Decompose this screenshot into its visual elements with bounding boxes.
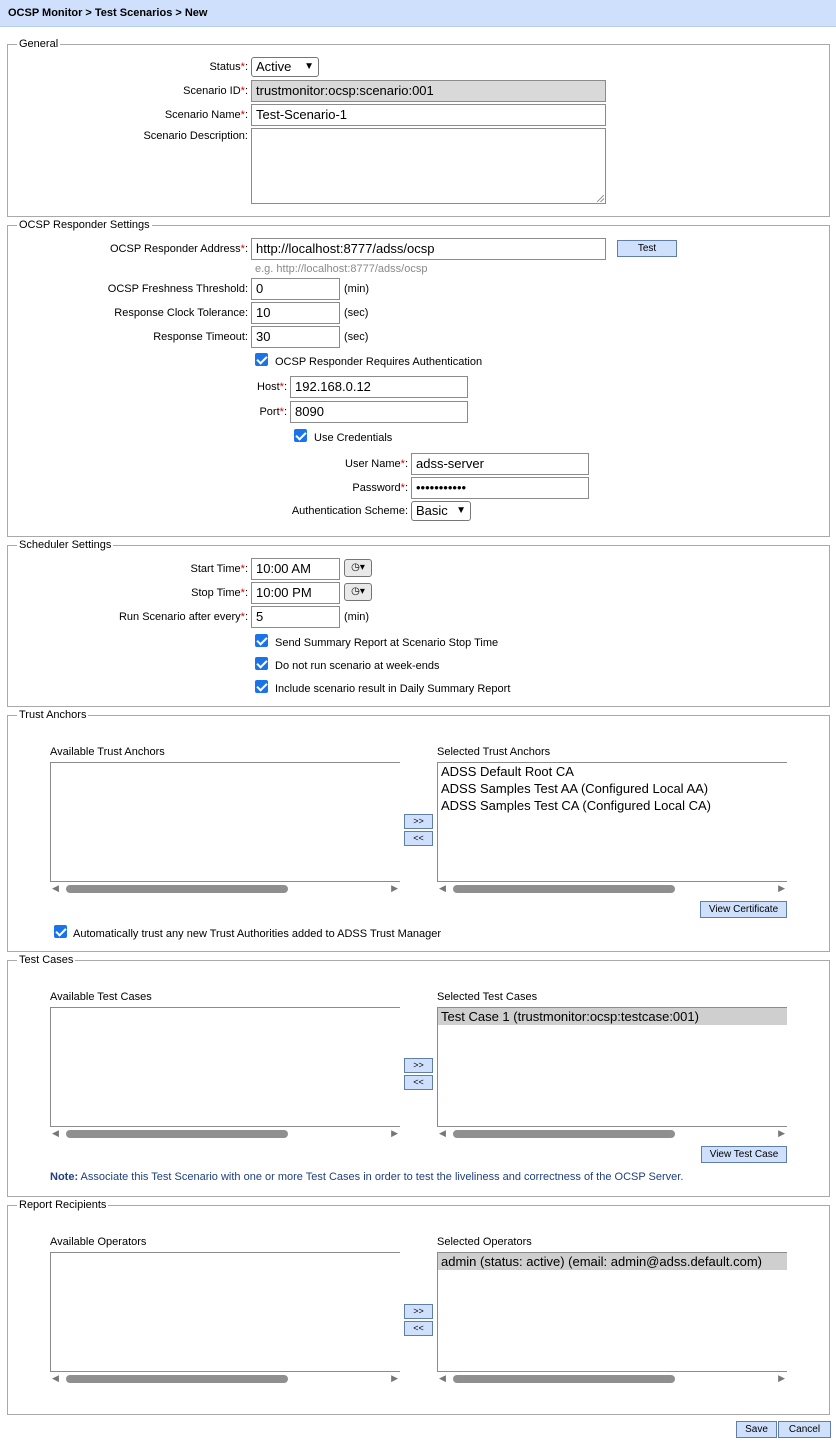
response-timeout-unit: (sec): [344, 331, 369, 343]
scroll-right-icon[interactable]: ▶: [391, 883, 398, 893]
scroll-thumb[interactable]: [66, 1130, 288, 1138]
clock-picker-icon[interactable]: ◷▾: [344, 583, 372, 601]
password-field[interactable]: •••••••••••: [411, 477, 589, 499]
status-label: Status*:: [209, 61, 248, 73]
list-item[interactable]: admin (status: active) (email: admin@adss.default.com): [438, 1253, 787, 1270]
status-select[interactable]: Active ▼: [251, 57, 319, 77]
available-trust-anchors-title: Available Trust Anchors: [50, 746, 165, 758]
host-label: Host*:: [257, 381, 287, 393]
include-daily-checkbox[interactable]: [255, 680, 268, 693]
view-certificate-button[interactable]: View Certificate: [700, 901, 787, 918]
requires-auth-checkbox[interactable]: [255, 353, 268, 366]
scroll-left-icon[interactable]: ◀: [52, 1128, 59, 1138]
auth-scheme-label: Authentication Scheme:: [291, 505, 408, 517]
add-trust-anchor-button[interactable]: >>: [404, 814, 433, 829]
response-timeout-label: Response Timeout:: [153, 331, 248, 343]
scroll-left-icon[interactable]: ◀: [439, 1128, 446, 1138]
ocsp-legend: OCSP Responder Settings: [19, 219, 150, 231]
stop-time-label: Stop Time*:: [191, 587, 248, 599]
run-every-label: Run Scenario after every*:: [118, 611, 248, 623]
port-label: Port*:: [259, 406, 287, 418]
scroll-thumb[interactable]: [66, 1375, 288, 1383]
no-weekends-label: Do not run scenario at week-ends: [275, 660, 440, 672]
no-weekends-checkbox[interactable]: [255, 657, 268, 670]
scroll-thumb[interactable]: [453, 885, 675, 893]
scroll-left-icon[interactable]: ◀: [52, 1373, 59, 1383]
available-trust-anchors-scrollbar[interactable]: [50, 882, 400, 896]
test-cases-note: [50, 1171, 683, 1183]
scenario-name-label: Scenario Name*:: [164, 109, 248, 121]
available-trust-anchors-list[interactable]: [50, 762, 400, 882]
selected-trust-anchors-title: Selected Trust Anchors: [437, 746, 551, 758]
ocsp-address-field[interactable]: http://localhost:8777/adss/ocsp: [251, 238, 606, 260]
trust-anchors-legend: Trust Anchors: [19, 709, 87, 721]
scroll-right-icon[interactable]: ▶: [778, 1128, 785, 1138]
scenario-id-label: Scenario ID*:: [183, 85, 248, 97]
chevron-down-icon: ▼: [456, 505, 466, 516]
run-every-field[interactable]: 5: [251, 606, 340, 628]
scroll-right-icon[interactable]: ▶: [391, 1128, 398, 1138]
stop-time-field[interactable]: 10:00 PM: [251, 582, 340, 604]
auto-trust-label: Automatically trust any new Trust Authorities added to ADSS Trust Manager: [73, 928, 442, 940]
scroll-left-icon[interactable]: ◀: [52, 883, 59, 893]
scenario-description-field[interactable]: [251, 128, 606, 204]
scenario-id-field[interactable]: trustmonitor:ocsp:scenario:001: [251, 80, 606, 102]
send-summary-checkbox[interactable]: [255, 634, 268, 647]
add-operator-button[interactable]: >>: [404, 1304, 433, 1319]
clock-tolerance-unit: (sec): [344, 307, 369, 319]
available-test-cases-scrollbar[interactable]: [50, 1127, 400, 1141]
ocsp-address-hint: e.g. http://localhost:8777/adss/ocsp: [255, 263, 428, 275]
use-credentials-checkbox[interactable]: [294, 429, 307, 442]
username-label: User Name*:: [345, 458, 408, 470]
requires-auth-label: OCSP Responder Requires Authentication: [275, 356, 483, 368]
auth-scheme-select[interactable]: Basic ▼: [411, 501, 471, 521]
clock-picker-icon[interactable]: ◷▾: [344, 559, 372, 577]
selected-test-cases-scrollbar[interactable]: [437, 1127, 787, 1141]
test-button[interactable]: Test: [617, 240, 677, 257]
selected-operators-list[interactable]: [437, 1252, 787, 1372]
scenario-description-label: Scenario Description:: [143, 130, 248, 142]
password-label: Password*:: [352, 482, 408, 494]
run-every-unit: (min): [344, 611, 370, 623]
scheduler-legend: Scheduler Settings: [19, 539, 112, 551]
scroll-thumb[interactable]: [453, 1375, 675, 1383]
general-legend: General: [19, 38, 59, 50]
freshness-label: OCSP Freshness Threshold:: [107, 283, 248, 295]
available-operators-scrollbar[interactable]: [50, 1372, 400, 1386]
port-field[interactable]: 8090: [290, 401, 468, 423]
scroll-left-icon[interactable]: ◀: [439, 1373, 446, 1383]
freshness-field[interactable]: 0: [251, 278, 340, 300]
scroll-left-icon[interactable]: ◀: [439, 883, 446, 893]
ocsp-address-label: OCSP Responder Address*:: [110, 243, 248, 255]
view-test-case-button[interactable]: View Test Case: [701, 1146, 787, 1163]
clock-tolerance-label: Response Clock Tolerance:: [114, 307, 248, 319]
response-timeout-field[interactable]: 30: [251, 326, 340, 348]
auto-trust-checkbox[interactable]: [54, 925, 67, 938]
resize-grip-icon[interactable]: [597, 195, 604, 202]
selected-trust-anchors-scrollbar[interactable]: [437, 882, 787, 896]
scroll-thumb[interactable]: [66, 885, 288, 893]
available-operators-title: Available Operators: [50, 1236, 147, 1248]
start-time-label: Start Time*:: [190, 563, 248, 575]
username-field[interactable]: adss-server: [411, 453, 589, 475]
selected-test-cases-list[interactable]: [437, 1007, 787, 1127]
remove-operator-button[interactable]: <<: [404, 1321, 433, 1336]
send-summary-label: Send Summary Report at Scenario Stop Time: [275, 637, 499, 649]
remove-test-case-button[interactable]: <<: [404, 1075, 433, 1090]
cancel-button[interactable]: Cancel: [778, 1421, 831, 1438]
selected-operators-scrollbar[interactable]: [437, 1372, 787, 1386]
scroll-thumb[interactable]: [453, 1130, 675, 1138]
chevron-down-icon: ▼: [304, 61, 314, 72]
selected-test-cases-title: Selected Test Cases: [437, 991, 538, 1003]
scroll-right-icon[interactable]: ▶: [778, 1373, 785, 1383]
list-item[interactable]: ADSS Default Root CA: [441, 764, 574, 779]
selected-trust-anchors-list[interactable]: [437, 762, 787, 882]
freshness-unit: (min): [344, 283, 370, 295]
note-label: Note:: [50, 1171, 79, 1183]
scenario-name-field[interactable]: Test-Scenario-1: [251, 104, 606, 126]
list-item[interactable]: Test Case 1 (trustmonitor:ocsp:testcase:001): [438, 1008, 787, 1025]
available-operators-list[interactable]: [50, 1252, 400, 1372]
remove-trust-anchor-button[interactable]: <<: [404, 831, 433, 846]
available-test-cases-title: Available Test Cases: [50, 991, 152, 1003]
add-test-case-button[interactable]: >>: [404, 1058, 433, 1073]
note-text: Associate this Test Scenario with one or more Test Cases in order to test the liveliness and correctness of the OCSP Server.: [78, 1171, 684, 1183]
selected-operators-title: Selected Operators: [437, 1236, 532, 1248]
host-field[interactable]: 192.168.0.12: [290, 376, 468, 398]
scroll-right-icon[interactable]: ▶: [391, 1373, 398, 1383]
start-time-field[interactable]: 10:00 AM: [251, 558, 340, 580]
scroll-right-icon[interactable]: ▶: [778, 883, 785, 893]
clock-tolerance-field[interactable]: 10: [251, 302, 340, 324]
report-recipients-legend: Report Recipients: [19, 1199, 107, 1211]
breadcrumb: OCSP Monitor > Test Scenarios > New: [0, 0, 836, 27]
list-item[interactable]: ADSS Samples Test CA (Configured Local CA): [441, 798, 711, 813]
list-item[interactable]: ADSS Samples Test AA (Configured Local AA): [441, 781, 709, 796]
save-button[interactable]: Save: [736, 1421, 777, 1438]
include-daily-label: Include scenario result in Daily Summary Report: [275, 683, 511, 695]
test-cases-legend: Test Cases: [19, 954, 74, 966]
use-credentials-label: Use Credentials: [314, 432, 393, 444]
available-test-cases-list[interactable]: [50, 1007, 400, 1127]
